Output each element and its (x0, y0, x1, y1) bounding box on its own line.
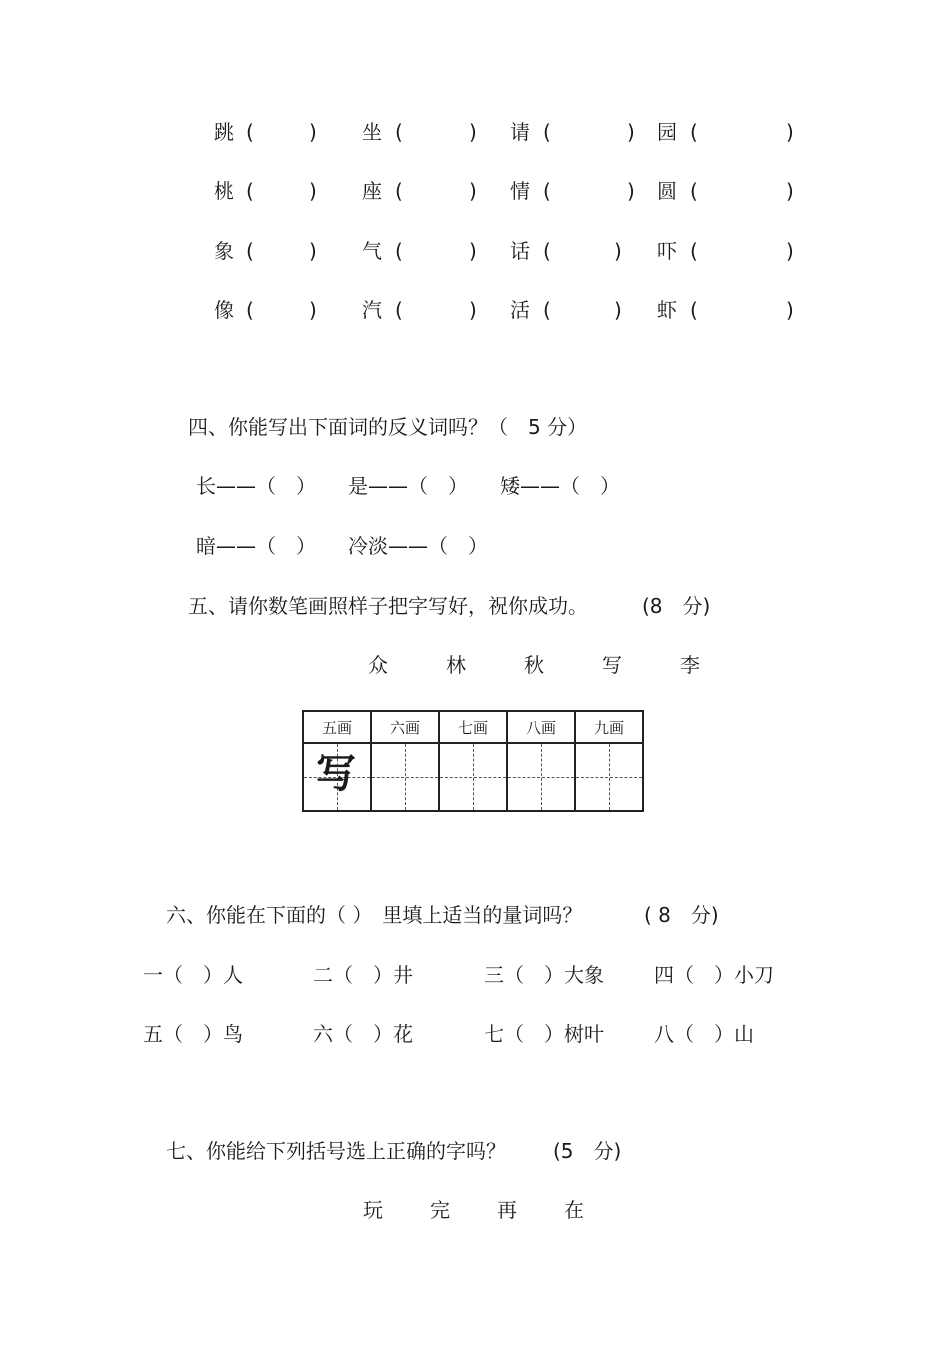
measure-word-item: 一（ ）人 (143, 963, 243, 987)
stroke-header: 五画 (303, 711, 371, 743)
open-bracket: ( (543, 298, 551, 322)
stroke-count-table (302, 710, 644, 812)
antonym-item: 冷淡——（ ） (348, 534, 488, 558)
open-bracket: ( (690, 179, 698, 203)
close-bracket: ) (469, 179, 477, 203)
measure-word-item: 七（ ）树叶 (484, 1022, 604, 1046)
open-bracket: ( (543, 120, 551, 144)
practice-char: 李 (680, 653, 700, 677)
antonym-item: 是——（ ） (348, 474, 468, 498)
close-bracket: ) (309, 239, 317, 263)
char-item: 桃 (214, 179, 234, 203)
close-bracket: ) (627, 179, 635, 203)
char-item: 活 (510, 298, 530, 322)
practice-char: 林 (446, 653, 466, 677)
stroke-header: 六画 (371, 711, 439, 743)
open-bracket: ( (395, 179, 403, 203)
practice-char: 众 (368, 653, 388, 677)
close-bracket: ) (786, 120, 794, 144)
open-bracket: ( (395, 298, 403, 322)
char-item: 坐 (362, 120, 382, 144)
stroke-header: 八画 (507, 711, 575, 743)
section5-title: 五、请你数笔画照样子把字写好，祝你成功。 (188, 594, 588, 618)
close-bracket: ) (786, 179, 794, 203)
char-item: 象 (214, 239, 234, 263)
writing-cell[interactable] (371, 743, 439, 811)
writing-cell[interactable] (439, 743, 507, 811)
open-bracket: ( (246, 179, 254, 203)
open-bracket: ( (246, 298, 254, 322)
close-bracket: ) (786, 239, 794, 263)
char-item: 吓 (657, 239, 677, 263)
close-bracket: ) (469, 120, 477, 144)
choice-char: 完 (430, 1198, 450, 1222)
measure-word-item: 六（ ）花 (313, 1022, 413, 1046)
antonym-item: 暗——（ ） (196, 534, 316, 558)
stroke-header: 九画 (575, 711, 643, 743)
char-item: 请 (510, 120, 530, 144)
open-bracket: ( (543, 239, 551, 263)
choice-char: 在 (564, 1198, 584, 1222)
char-item: 跳 (214, 120, 234, 144)
close-bracket: ) (614, 298, 622, 322)
close-bracket: ) (309, 298, 317, 322)
open-bracket: ( (395, 120, 403, 144)
char-item: 座 (362, 179, 382, 203)
close-bracket: ) (627, 120, 635, 144)
stroke-header: 七画 (439, 711, 507, 743)
measure-word-item: 八（ ）山 (654, 1022, 754, 1046)
char-item: 情 (510, 179, 530, 203)
antonym-item: 长——（ ） (196, 474, 316, 498)
open-bracket: ( (690, 239, 698, 263)
writing-cell[interactable] (575, 743, 643, 811)
char-item: 圆 (657, 179, 677, 203)
measure-word-item: 二（ ）井 (313, 963, 413, 987)
open-bracket: ( (246, 120, 254, 144)
measure-word-item: 五（ ）鸟 (143, 1022, 243, 1046)
practice-char: 秋 (524, 653, 544, 677)
section6-title: 六、你能在下面的（ ） 里填上适当的量词吗？ (166, 903, 583, 927)
writing-cell[interactable] (303, 743, 371, 811)
char-item: 像 (214, 298, 234, 322)
char-item: 气 (362, 239, 382, 263)
close-bracket: ) (469, 239, 477, 263)
writing-cell[interactable] (507, 743, 575, 811)
choice-char: 玩 (363, 1198, 383, 1222)
char-item: 汽 (362, 298, 382, 322)
section7-score: (5 分) (553, 1139, 622, 1163)
char-item: 园 (657, 120, 677, 144)
close-bracket: ) (786, 298, 794, 322)
measure-word-item: 四（ ）小刀 (654, 963, 774, 987)
char-item: 虾 (657, 298, 677, 322)
open-bracket: ( (246, 239, 254, 263)
sample-char: 写 (316, 750, 356, 797)
measure-word-item: 三（ ）大象 (484, 963, 604, 987)
close-bracket: ) (614, 239, 622, 263)
char-item: 话 (510, 239, 530, 263)
open-bracket: ( (543, 179, 551, 203)
open-bracket: ( (690, 298, 698, 322)
antonym-item: 矮——（ ） (500, 474, 620, 498)
section7-title: 七、你能给下列括号选上正确的字吗？ (166, 1139, 506, 1163)
practice-char: 写 (602, 653, 622, 677)
choice-char: 再 (497, 1198, 517, 1222)
section6-score: ( 8 分) (644, 903, 719, 927)
close-bracket: ) (309, 179, 317, 203)
section5-score: (8 分) (642, 594, 711, 618)
close-bracket: ) (469, 298, 477, 322)
open-bracket: ( (690, 120, 698, 144)
section4-title: 四、你能写出下面词的反义词吗？（ 5 分） (188, 415, 588, 439)
close-bracket: ) (309, 120, 317, 144)
open-bracket: ( (395, 239, 403, 263)
